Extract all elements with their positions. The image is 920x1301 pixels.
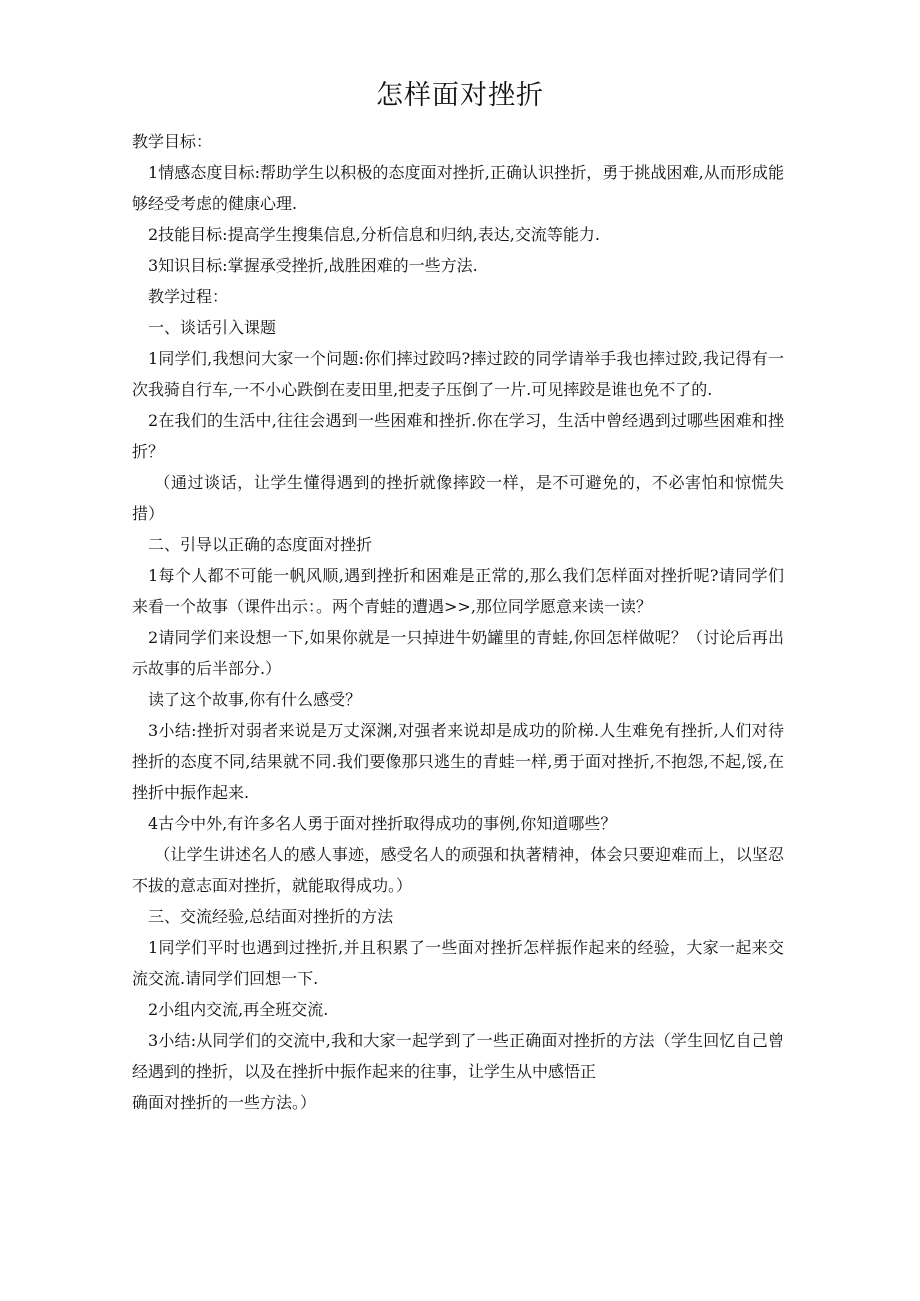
section-heading-part-three: 三、交流经验,总结面对挫折的方法	[148, 907, 394, 926]
paragraph-part-three-3-continued: 确面对挫折的一些方法。）	[132, 1093, 317, 1112]
paragraph-part-two-4: 4古今中外,有许多名人勇于面对挫折取得成功的事例,你知道哪些？	[148, 814, 617, 833]
paragraph-part-three-2: 2小组内交流,再全班交流.	[148, 1000, 329, 1019]
paragraph-goal-skill: 2技能目标:提高学生搜集信息,分析信息和归纳,表达,交流等能力.	[148, 225, 600, 244]
paragraph-part-one-note: （通过谈话，让学生懂得遇到的挫折就像摔跤一样，是不可避免的，不必害怕和惊慌失措）	[132, 473, 784, 523]
paragraph-part-two-reflection: 读了这个故事,你有什么感受？	[148, 690, 362, 709]
paragraph-part-one-1: 1同学们,我想问大家一个问题:你们摔过跤吗?摔过跤的同学请举手我也摔过跤,我记得有一次我骑自行车,一不小心跌倒在麦田里,把麦子压倒了一片.可见摔跤是谁也免不了的.	[132, 349, 784, 399]
paragraph-part-one-2: 2在我们的生活中,往往会遇到一些困难和挫折.你在学习，生活中曾经遇到过哪些困难和挫折？	[132, 411, 784, 461]
page-title: 怎样面对挫折	[376, 80, 544, 111]
section-heading-process: 教学过程：	[148, 287, 229, 306]
section-heading-part-one: 一、谈话引入课题	[148, 318, 277, 337]
paragraph-part-three-1: 1同学们平时也遇到过挫折,并且积累了一些面对挫折怎样振作起来的经验，大家一起来交流交流.请同学们回想一下.	[132, 938, 784, 988]
section-heading-goals: 教学目标：	[132, 132, 213, 151]
paragraph-goal-emotion: 1情感态度目标:帮助学生以积极的态度面对挫折,正确认识挫折，勇于挑战困难,从而形成能够经受考虑的健康心理.	[132, 163, 784, 213]
section-heading-part-two: 二、引导以正确的态度面对挫折	[148, 535, 373, 554]
paragraph-part-two-1: 1每个人都不可能一帆风顺,遇到挫折和困难是正常的,那么我们怎样面对挫折呢?请同学们来看一个故事（课件出示：。两个青蛙的遭遇>>,那位同学愿意来读一读？	[132, 566, 784, 616]
paragraph-part-two-3: 3小结:挫折对弱者来说是万丈深渊,对强者来说却是成功的阶梯.人生难免有挫折,人们对待挫折的态度不同,结果就不同.我们要像那只逃生的青蛙一样,勇于面对挫折,不抱怨,不起,馁,在挫折中振作起来.	[132, 721, 784, 802]
paragraph-goal-knowledge: 3知识目标:掌握承受挫折,战胜困难的一些方法.	[148, 256, 478, 275]
paragraph-part-three-3: 3小结:从同学们的交流中,我和大家一起学到了一些正确面对挫折的方法（学生回忆自己曾经遇到的挫折，以及在挫折中振作起来的往事，让学生从中感悟正	[132, 1031, 784, 1081]
paragraph-part-two-note: （让学生讲述名人的感人事迹，感受名人的顽强和执著精神，体会只要迎难而上，以坚忍不拔的意志面对挫折，就能取得成功。）	[132, 845, 784, 895]
paragraph-part-two-2: 2请同学们来设想一下,如果你就是一只掉进牛奶罐里的青蛙,你回怎样做呢？（讨论后再出示故事的后半部分.）	[132, 628, 784, 678]
document-body	[132, 126, 784, 1118]
